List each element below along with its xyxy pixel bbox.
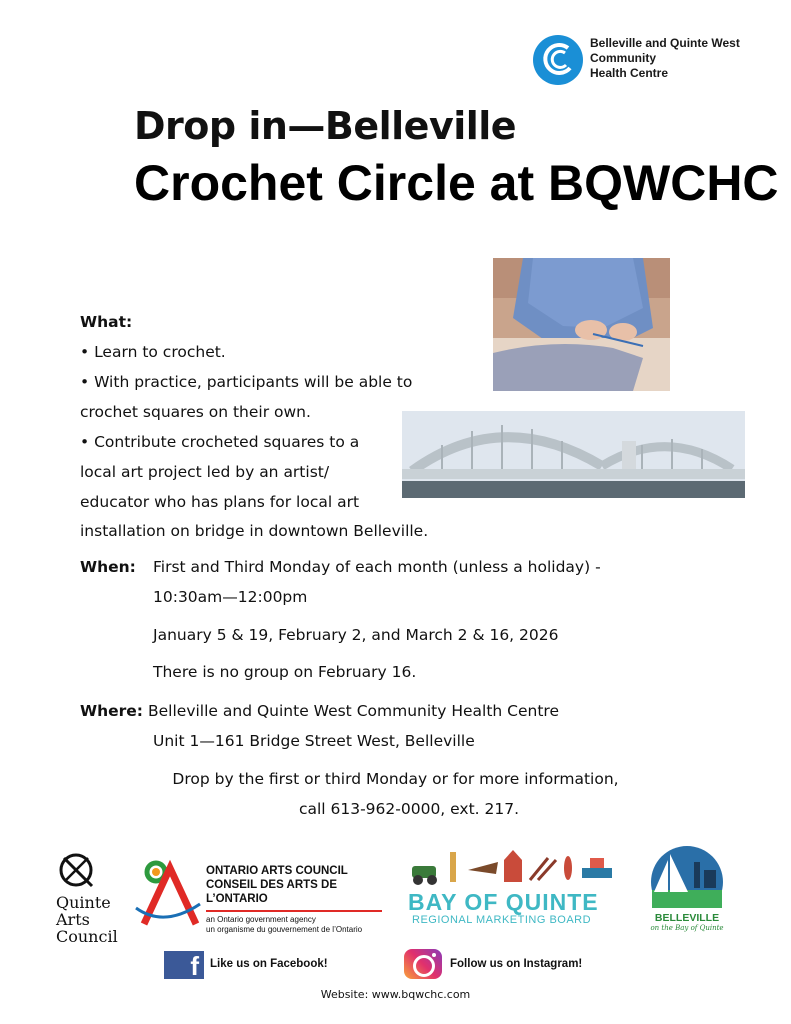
oac-text-line4: un organisme du gouvernement de l’Ontario [206,925,363,934]
oac-text-line3: an Ontario government agency [206,915,316,924]
belleville-text-line1: BELLEVILLE [654,912,720,924]
title-line1: Drop in—Belleville [134,104,517,148]
facebook-link[interactable]: Like us on Facebook! [210,958,328,970]
qac-text-line3: Council [56,927,118,946]
oac-text-line1: ONTARIO ARTS COUNCIL [206,865,348,877]
qac-text-line2: Arts [56,910,90,929]
qac-text-line1: Quinte [56,893,111,912]
what-bullet-3-line4: installation on bridge in downtown Belleville. [80,522,429,540]
what-label: What: [80,313,133,331]
belleville-text-line2: on the Bay of Quinte [650,924,724,932]
what-bullet-2-line1: • With practice, participants will be able to [80,373,413,391]
contact-line1: Drop by the first or third Monday or for more information, [172,770,619,788]
title-line2: Crochet Circle at BQWCHC [134,155,779,211]
chc-logo-text [590,36,740,81]
where-line1: Belleville and Quinte West Community Health Centre [148,702,559,720]
chc-logo-icon [532,34,584,86]
oac-text-line2: CONSEIL DES ARTS DE L’ONTARIO [206,879,337,905]
what-bullet-3-line2: local art project led by an artist/ [80,463,330,481]
ontario-arts-council-logo [134,858,384,934]
when-time: 10:30am—12:00pm [153,588,308,606]
org-name-line3: Health Centre [590,66,669,80]
bay-of-quinte-logo [408,850,618,925]
instagram-icon[interactable] [404,949,442,979]
boq-text-line2: REGIONAL MARKETING BOARD [412,914,592,926]
org-name-line2: Community [590,51,656,65]
when-note: There is no group on February 16. [153,663,417,681]
when-line1: First and Third Monday of each month (unless a holiday) - [153,558,601,576]
quinte-arts-council-logo [56,852,126,944]
chc-logo [532,32,762,88]
belleville-logo [644,846,730,936]
bridge-photo [402,411,745,498]
boq-text-line1: BAY OF QUINTE [408,889,599,915]
boq-icons-strip [408,850,618,886]
what-bullet-2-line2: crochet squares on their own. [80,403,311,421]
website-footer[interactable]: Website: www.bqwchc.com [320,988,471,1001]
belleville-emblem-icon [644,846,730,908]
qac-emblem-icon [56,852,126,888]
crochet-hands-photo [493,258,670,391]
what-bullet-1: • Learn to crochet. [80,343,226,361]
when-dates: January 5 & 19, February 2, and March 2 & 16, 2026 [153,626,559,644]
what-bullet-3-line1: • Contribute crocheted squares to a [80,433,360,451]
oac-emblem-icon [134,858,204,928]
contact-line2: call 613-962-0000, ext. 217. [298,800,520,818]
instagram-link[interactable]: Follow us on Instagram! [450,958,583,970]
where-label: Where: [80,702,143,720]
org-name-line1: Belleville and Quinte West [590,36,740,50]
facebook-icon[interactable]: f [164,951,204,979]
where-line2: Unit 1—161 Bridge Street West, Belleville [153,732,475,750]
what-bullet-3-line3: educator who has plans for local art [80,493,360,511]
when-label: When: [80,558,136,576]
